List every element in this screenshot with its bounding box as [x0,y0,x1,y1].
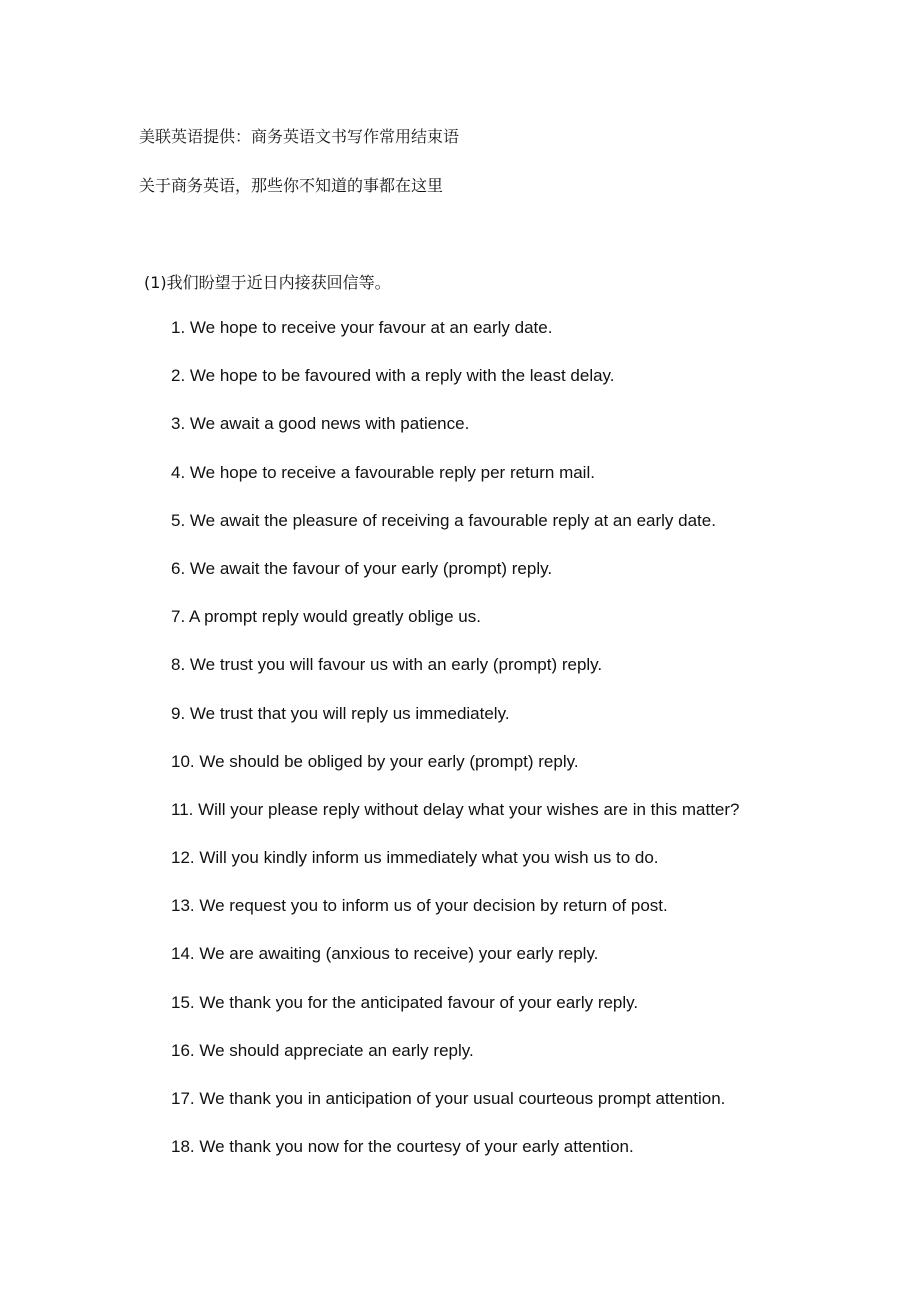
list-item: 10. We should be obliged by your early (prompt) reply. [171,751,579,771]
list-item: 13. We request you to inform us of your decision by return of post. [171,896,668,916]
list-item: 1. We hope to receive your favour at an early date. [171,318,553,337]
phrase-list [171,316,740,1183]
list-item: 3. We await a good news with patience. [171,414,470,434]
list-item: 12. Will you kindly inform us immediately what you wish us to do. [171,848,659,868]
list-item: 2. We hope to be favoured with a reply with the least delay. [171,366,615,386]
document-title: 美联英语提供：商务英语文书写作常用结束语 [139,127,460,146]
document-subtitle: 关于商务英语，那些你不知道的事都在这里 [139,176,444,195]
list-item: 17. We thank you in anticipation of your usual courteous prompt attention. [171,1089,726,1108]
list-item: 7. A prompt reply would greatly oblige us. [171,607,481,627]
list-item: 18. We thank you now for the courtesy of your early attention. [171,1137,634,1157]
list-item: 4. We hope to receive a favourable reply per return mail. [171,462,595,482]
list-item: 14. We are awaiting (anxious to receive) your early reply. [171,944,599,964]
list-item: 6. We await the favour of your early (prompt) reply. [171,558,553,578]
section-heading: (1)我们盼望于近日内接获回信等。 [144,273,391,292]
list-item: 16. We should appreciate an early reply. [171,1040,474,1060]
list-item: 11. Will your please reply without delay what your wishes are in this matter? [171,799,740,819]
list-item: 9. We trust that you will reply us immediately. [171,703,510,723]
list-item: 8. We trust you will favour us with an early (prompt) reply. [171,655,603,675]
list-item: 5. We await the pleasure of receiving a favourable reply at an early date. [171,510,716,530]
list-item: 15. We thank you for the anticipated favour of your early reply. [171,992,639,1012]
